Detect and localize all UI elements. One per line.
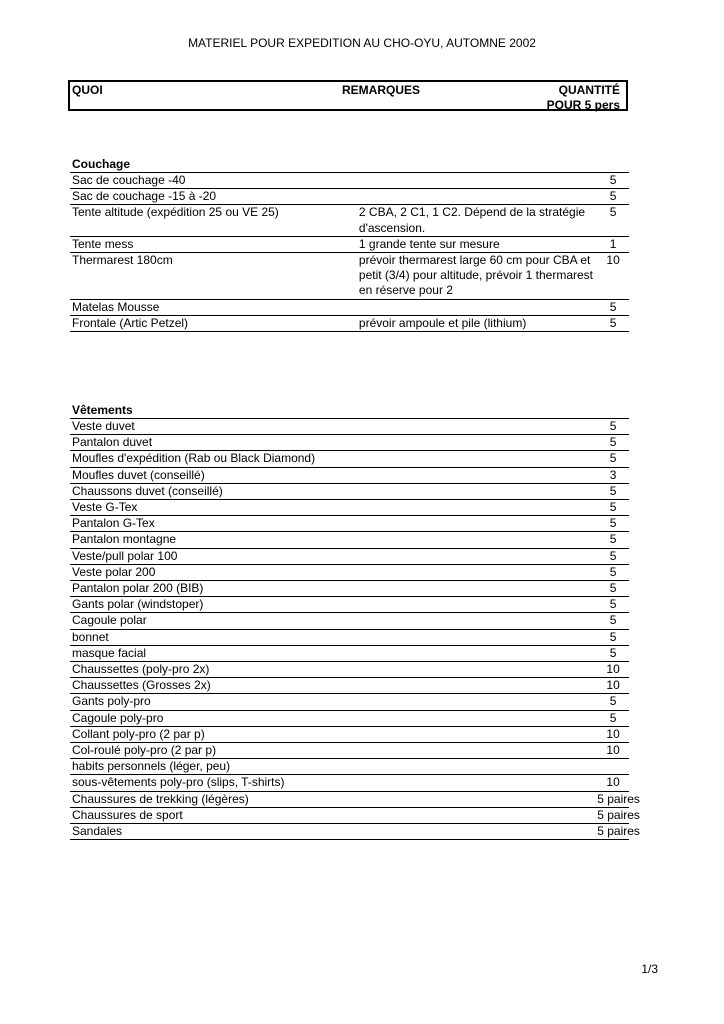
item-name: Pantalon polar 200 (BIB): [70, 581, 357, 597]
item-name: Pantalon montagne: [70, 532, 357, 548]
table-row: [70, 613, 629, 629]
table-row: [70, 419, 629, 435]
item-remark: 1 grande tente sur mesure: [357, 236, 597, 252]
item-quantity: [597, 759, 629, 775]
item-name: Chaussettes (Grosses 2x): [70, 678, 357, 694]
table-row: [70, 726, 629, 742]
item-quantity: 5: [597, 710, 629, 726]
item-remark: [357, 189, 597, 205]
item-name: sous-vêtements poly-pro (slips, T-shirts): [70, 775, 357, 791]
item-quantity: 10: [597, 743, 629, 759]
item-name: Veste/pull polar 100: [70, 548, 357, 564]
item-remark: [357, 548, 597, 564]
table-row: [70, 645, 629, 661]
item-remark: [357, 419, 597, 435]
item-quantity: 10: [597, 726, 629, 742]
item-remark: [357, 451, 597, 467]
item-quantity: 5: [597, 645, 629, 661]
section-title-couchage: Couchage: [72, 157, 131, 171]
item-quantity: 5: [597, 548, 629, 564]
item-name: Moufles duvet (conseillé): [70, 467, 357, 483]
item-remark: [357, 678, 597, 694]
header-qty-line2: POUR 5 pers: [546, 98, 620, 112]
table-row: [70, 548, 629, 564]
item-quantity: 5: [597, 419, 629, 435]
item-remark: [357, 581, 597, 597]
item-quantity: 5: [597, 205, 629, 236]
item-name: Sac de couchage -40: [70, 173, 357, 189]
header-qty-line1: QUANTITÉ: [558, 83, 620, 97]
table-row: [70, 694, 629, 710]
table-row: [70, 791, 629, 807]
item-name: Col-roulé poly-pro (2 par p): [70, 743, 357, 759]
item-quantity: 5: [597, 564, 629, 580]
section-title-vetements: Vêtements: [72, 403, 133, 417]
item-name: Matelas Mousse: [70, 299, 357, 315]
item-quantity: 10: [597, 253, 629, 300]
item-name: Veste G-Tex: [70, 500, 357, 516]
item-name: Chaussures de sport: [70, 807, 357, 823]
table-row: [70, 597, 629, 613]
table-row: [70, 516, 629, 532]
item-name: Veste polar 200: [70, 564, 357, 580]
item-remark: [357, 710, 597, 726]
table-row: [70, 662, 629, 678]
item-remark: [357, 597, 597, 613]
item-remark: [357, 173, 597, 189]
item-remark: [357, 726, 597, 742]
item-quantity: 5: [597, 189, 629, 205]
table-row: [70, 775, 629, 791]
item-name: Sac de couchage -15 à -20: [70, 189, 357, 205]
item-remark: [357, 807, 597, 823]
item-remark: [357, 645, 597, 661]
item-quantity: 5: [597, 597, 629, 613]
item-remark: prévoir thermarest large 60 cm pour CBA et petit (3/4) pour altitude, prévoir 1 thermarest en réserve pour 2: [357, 253, 597, 300]
table-row: [70, 532, 629, 548]
table-body-couchage: [70, 173, 629, 332]
item-remark: [357, 299, 597, 315]
item-name: Thermarest 180cm: [70, 253, 357, 300]
item-remark: 2 CBA, 2 C1, 1 C2. Dépend de la stratégie d'ascension.: [357, 205, 597, 236]
item-remark: prévoir ampoule et pile (lithium): [357, 315, 597, 331]
item-remark: [357, 824, 597, 840]
table-row: [70, 759, 629, 775]
item-quantity: 5 paires: [597, 824, 640, 839]
table-row: [70, 824, 629, 840]
item-quantity: 5: [597, 500, 629, 516]
header-remarks: REMARQUES: [342, 83, 421, 97]
item-remark: [357, 483, 597, 499]
item-remark: [357, 613, 597, 629]
table-body-vetements: [70, 419, 640, 840]
item-quantity: 5: [597, 299, 629, 315]
item-name: Pantalon G-Tex: [70, 516, 357, 532]
item-quantity: 5: [597, 694, 629, 710]
item-quantity: 5 paires: [597, 807, 640, 822]
item-remark: [357, 435, 597, 451]
item-name: bonnet: [70, 629, 357, 645]
item-quantity: 5: [597, 581, 629, 597]
table-row: [70, 299, 629, 315]
item-quantity: 10: [597, 775, 629, 791]
item-quantity: 5: [597, 435, 629, 451]
item-quantity: 5: [597, 315, 629, 331]
table-row: [70, 205, 629, 236]
item-name: Chaussures de trekking (légères): [70, 791, 357, 807]
table-row: [70, 581, 629, 597]
table-row: [70, 807, 629, 823]
item-remark: [357, 564, 597, 580]
item-quantity: 10: [597, 678, 629, 694]
table-couchage: [70, 172, 629, 332]
item-name: masque facial: [70, 645, 357, 661]
item-name: habits personnels (léger, peu): [70, 759, 357, 775]
item-quantity: 5: [597, 483, 629, 499]
table-row: [70, 189, 629, 205]
item-quantity: 5: [597, 173, 629, 189]
table-row: [70, 435, 629, 451]
table-vetements: [70, 418, 640, 840]
item-quantity: 5: [597, 613, 629, 629]
table-row: [70, 253, 629, 300]
item-remark: [357, 791, 597, 807]
item-remark: [357, 500, 597, 516]
table-row: [70, 236, 629, 252]
table-row: [70, 173, 629, 189]
page-title: MATERIEL POUR EXPEDITION AU CHO-OYU, AUTOMNE 2002: [188, 36, 536, 50]
item-name: Chaussettes (poly-pro 2x): [70, 662, 357, 678]
item-remark: [357, 759, 597, 775]
table-row: [70, 483, 629, 499]
table-row: [70, 710, 629, 726]
item-name: Frontale (Artic Petzel): [70, 315, 357, 331]
item-name: Gants polar (windstoper): [70, 597, 357, 613]
item-quantity: 5 paires: [597, 791, 640, 806]
item-name: Cagoule poly-pro: [70, 710, 357, 726]
item-name: Tente mess: [70, 236, 357, 252]
item-quantity: 5: [597, 532, 629, 548]
item-remark: [357, 467, 597, 483]
item-remark: [357, 516, 597, 532]
table-row: [70, 678, 629, 694]
item-name: Collant poly-pro (2 par p): [70, 726, 357, 742]
table-row: [70, 451, 629, 467]
item-name: Chaussons duvet (conseillé): [70, 483, 357, 499]
table-row: [70, 467, 629, 483]
item-remark: [357, 532, 597, 548]
page-number: 1/3: [641, 962, 658, 976]
table-row: [70, 564, 629, 580]
table-row: [70, 500, 629, 516]
item-remark: [357, 775, 597, 791]
item-quantity: 10: [597, 662, 629, 678]
item-name: Tente altitude (expédition 25 ou VE 25): [70, 205, 357, 236]
item-quantity: 5: [597, 451, 629, 467]
item-remark: [357, 662, 597, 678]
item-quantity: 5: [597, 516, 629, 532]
column-header-box: [68, 80, 628, 111]
item-remark: [357, 694, 597, 710]
header-quantity: [547, 83, 620, 113]
item-name: Moufles d'expédition (Rab ou Black Diamond): [70, 451, 357, 467]
header-what: QUOI: [72, 83, 103, 97]
item-name: Pantalon duvet: [70, 435, 357, 451]
table-row: [70, 315, 629, 331]
item-name: Sandales: [70, 824, 357, 840]
table-row: [70, 629, 629, 645]
item-name: Gants poly-pro: [70, 694, 357, 710]
item-quantity: 5: [597, 629, 629, 645]
item-quantity: 1: [597, 236, 629, 252]
table-row: [70, 743, 629, 759]
item-name: Veste duvet: [70, 419, 357, 435]
item-name: Cagoule polar: [70, 613, 357, 629]
item-remark: [357, 629, 597, 645]
item-remark: [357, 743, 597, 759]
item-quantity: 3: [597, 467, 629, 483]
